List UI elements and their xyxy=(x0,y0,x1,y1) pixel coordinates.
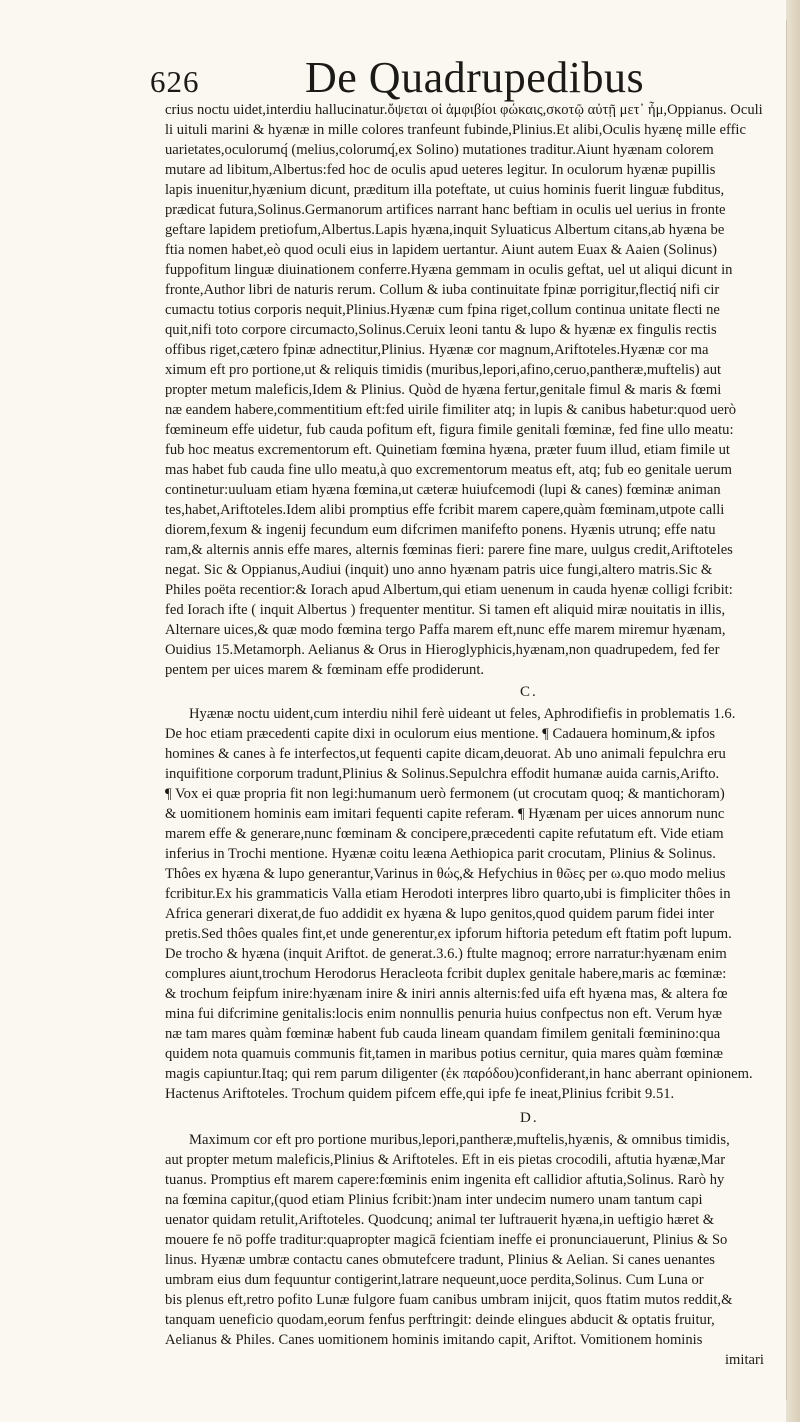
text-line: Aelianus & Philes. Canes uomitionem hominis imitando capit, Ariftot. Vomitionem hominis xyxy=(165,1332,703,1348)
text-line: & uomitionem hominis eam imitari fequenti capite referam. ¶ Hyænam per uices annorum nunc xyxy=(165,806,725,822)
text-line: imitari xyxy=(725,1352,764,1368)
text-line: ram,& alternis annis effe mares, alternis fœminas fieri: parere fine mare, uulgus credit,Ariftoteles xyxy=(165,542,733,558)
text-line: Ouidius 15.Metamorph. Aelianus & Orus in Hieroglyphicis,hyænam,non quadrupedem, fed fer xyxy=(165,642,720,658)
page-edge xyxy=(786,0,800,1422)
text-line: fuppofitum linguæ diuinationem conferre.Hyæna gemmam in oculis geftat, uel ut aliqui dicunt in xyxy=(165,262,733,278)
text-line: & trochum feipfum inire:hyænam inire & iniri annis alternis:fed uifa eft hyæna mas, & altera fœ xyxy=(165,986,728,1002)
text-line: na fœmina capitur,(quod etiam Plinius fcribit:)nam inter undecim numero unam tantum capi xyxy=(165,1192,703,1208)
text-line: offibus riget,cætero fpinæ adnectitur,Plinius. Hyænæ cor magnum,Ariftoteles.Hyænæ cor ma xyxy=(165,342,709,358)
text-line: cumactu totius corporis nequit,Plinius.Hyænæ cum fpina riget,collum continua unitate flecti ne xyxy=(165,302,720,318)
text-line: fronte,Author libri de naturis rerum. Collum & iuba continuitate fpinæ porrigitur,flectiq́ nifi cir xyxy=(165,282,720,298)
text-line: complures aiunt,trochum Herodorus Heracleota fcribit duplex genitale habere,maris ac fœminæ: xyxy=(165,966,727,982)
text-line: fcribitur.Ex his grammaticis Valla etiam Herodoti interpres libro quarto,ubi is fimpliciter thôes in xyxy=(165,886,731,902)
text-line: pretis.Sed thôes quales fint,et unde generentur,ex ipforum hiftoria petedum eft ftatim poft lupum. xyxy=(165,926,732,942)
text-line: fœmineum effe uidetur, fub cauda pofitum eft, figura fimile genitali fœminæ, fed fine ullo meatu: xyxy=(165,422,734,438)
text-line: næ tam mares quàm fœminæ habent fub cauda lineam quandam fimilem genitali fœminino:qua xyxy=(165,1026,721,1042)
text-line: fed Iorach ifte ( inquit Albertus ) frequenter mentitur. Si tamen eft aliquid miræ nouitatis in illis, xyxy=(165,602,726,618)
text-line: mutare ad libitum,Albertus:fed hoc de oculis apud ueteres legitur. In oculorum hyænæ pupillis xyxy=(165,162,716,178)
text-line: Philes poëta recentior:& Iorach apud Albertum,qui etiam uenenum in cauda hyenæ colligi fcribit: xyxy=(165,582,733,598)
section-heading-c: C. xyxy=(520,684,538,700)
text-line: tuanus. Promptius eft marem capere:fœminis enim ingenita eft callidior aftutia,Solinus. Rarò hy xyxy=(165,1172,725,1188)
text-line: ftia nomen habet,eò quod oculi eius in lapidem uertantur. Aiunt autem Euax & Aaien (Solinus) xyxy=(165,242,718,258)
text-line: inquifitione corporum tradunt,Plinius & Solinus.Sepulchra effodit humanæ auida carnis,Arifto. xyxy=(165,766,720,782)
text-line: marem effe & generare,nunc fœminam & concipere,præcedenti capite refutatum eft. Vide etiam xyxy=(165,826,724,842)
text-line: inferius in Trochi mentione. Hyænæ coitu leæna Aethiopica parit crocutam, Plinius & Solinus. xyxy=(165,846,716,862)
page-number: 626 xyxy=(150,64,200,99)
text-line: magis capiuntur.Itaq; qui rem parum diligenter (ἐκ παρόδου)confiderant,in hanc aberrant opinionem. xyxy=(165,1066,753,1082)
text-line: uenator quidam retulit,Ariftoteles. Quodcunq; animal ter luftrauerit hyæna,in ueftigio hæret & xyxy=(165,1212,715,1228)
text-line: pentem per uices marem & fœminam effe prodiderunt. xyxy=(165,662,485,678)
text-line: propter metum maleficis,Idem & Plinius. Quòd de hyæna fertur,genitale fimul & maris & fœmi xyxy=(165,382,722,398)
text-line: Hyænæ noctu uident,cum interdiu nihil ferè uideant ut feles, Aphrodifiefis in problematis 1.6. xyxy=(189,706,736,722)
text-line: quidem nota quamuis communis fit,tamen in maribus potius cernitur, quia mares quàm fœminæ xyxy=(165,1046,723,1062)
text-line: De hoc etiam præcedenti capite dixi in oculorum eius mentione. ¶ Cadauera hominum,& ipfos xyxy=(165,726,716,742)
text-line: linus. Hyænæ umbræ contactu canes obmutefcere tradunt, Plinius & Aelian. Si canes uenantes xyxy=(165,1252,715,1268)
page-header xyxy=(150,52,790,100)
text-line: Maximum cor eft pro portione muribus,lepori,pantheræ,muftelis,hyænis, & omnibus timidis, xyxy=(189,1132,730,1148)
text-line: mas habet fub cauda fine ullo meatu,à quo excrementorum meatus eft, atq; fub eo genitale uerum xyxy=(165,462,732,478)
text-line: Africa generari dixerat,de fuo addidit ex hyæna & lupo genitos,quod quidem parum fidei inter xyxy=(165,906,715,922)
section-heading-d: D. xyxy=(520,1110,539,1126)
text-line: mina fui difcrimine genitalis:locis enim nonnullis penuria huius confpectus non eft. Verum hyæ xyxy=(165,1006,723,1022)
text-line: tanquam ueneficio quodam,eorum fenfus perftringit: deinde elingues abducit & optatis fruitur, xyxy=(165,1312,715,1328)
text-line: De trocho & hyæna (inquit Ariftot. de generat.3.6.) ftulte magnoq; errore narratur:hyænam enim xyxy=(165,946,727,962)
text-line: tes,habet,Ariftoteles.Idem alibi promptius effe fcribit marem capere,quàm fœminam,utpote calli xyxy=(165,502,725,518)
text-line: fub hoc meatus excrementorum eft. Quinetiam fœmina hyæna, præter fuum illud, etiam fimile ut xyxy=(165,442,730,458)
body-text xyxy=(165,100,783,1390)
running-title: De Quadrupedibus xyxy=(305,53,645,102)
text-line: prædicat futura,Solinus.Germanorum artifices narrant hanc beftiam in oculis uel uerius in fronte xyxy=(165,202,726,218)
text-line: umbram eius dum fequuntur contigerint,latrare nequeunt,uoce perdita,Solinus. Cum Luna or xyxy=(165,1272,704,1288)
text-line: ximum eft pro portione,ut & reliquis timidis (muribus,lepori,afino,ceruo,pantheræ,muftelis) aut xyxy=(165,362,722,378)
text-line: Alternare uices,& quæ modo fœmina tergo Paffa marem eft,nunc effe marem miremur hyænam, xyxy=(165,622,726,638)
text-line: aut propter metum maleficis,Plinius & Ariftoteles. Eft in eis pietas crocodili, aftutia hyænæ,Mar xyxy=(165,1152,726,1168)
text-line: diorem,fexum & ingenij fecundum eum difcrimen manifefto ponens. Hyænis utrunq; effe natu xyxy=(165,522,716,538)
text-line: mouere fe nō poffe traditur:quapropter magicā fcientiam ineffe ei pronunciauerunt, Plinius & So xyxy=(165,1232,728,1248)
text-line: negat. Sic & Oppianus,Audiui (inquit) uno anno hyænam patris uice fungi,altero matris.Sic & xyxy=(165,562,713,578)
text-line: quit,nifi toto corpore circumacto,Solinus.Ceruix leoni tantu & lupo & hyænæ ex fingulis rectis xyxy=(165,322,717,338)
text-line: bis plenus eft,retro pofito Lunæ fulgore fuam canibus umbram inijcit, quos ftatim mutos reddit,& xyxy=(165,1292,733,1308)
text-line: homines & canes à fe interfectos,ut fequenti capite dicam,deuorat. Ab uno animali fepulchra eru xyxy=(165,746,726,762)
text-line: lapis inuenitur,hyænium dicunt, præditum illa poteftate, ut cuius hominis fuerit linguæ fubditus, xyxy=(165,182,725,198)
text-line: næ eandem habere,commentitium eft:fed uirile fimiliter atq; in lupis & canibus habetur:quod uerò xyxy=(165,402,737,418)
text-line: crius noctu uidet,interdiu hallucinatur.ὄψεται οἱ ἀμφιβίοι φώκαις,σκοτῷ αὐτῇ μετ᾽ ἦμ,Oppianus. Oculi xyxy=(165,102,763,118)
text-line: geftare lapidem pretiofum,Albertus.Lapis hyæna,inquit Syluaticus Albertum citans,ab hyæna be xyxy=(165,222,725,238)
gutter-shadow xyxy=(786,20,787,1400)
text-line: Thôes ex hyæna & lupo generantur,Varinus in θώς,& Hefychius in θῶες per ω.quo modo melius xyxy=(165,866,726,882)
text-line: ¶ Vox ei quæ propria fit non legi:humanum uerò fermonem (ut crocutam quoq; & mantichoram) xyxy=(165,786,725,802)
text-line: continetur:uuluam etiam hyæna fœmina,ut cæteræ huiufcemodi (lupi & canes) fœminæ animan xyxy=(165,482,721,498)
text-line: uarietates,oculorumq́ (melius,colorumq́,ex Solino) mutationes traditur.Aiunt hyænam colorem xyxy=(165,142,714,158)
text-line: Hactenus Ariftoteles. Trochum quidem pifcem effe,qui ipfe fe ineat,Plinius fcribit 9.51. xyxy=(165,1086,675,1102)
text-line: li uituli marini & hyænæ in mille colores tranfeunt fubinde,Plinius.Et alibi,Oculis hyænę mille effic xyxy=(165,122,746,138)
